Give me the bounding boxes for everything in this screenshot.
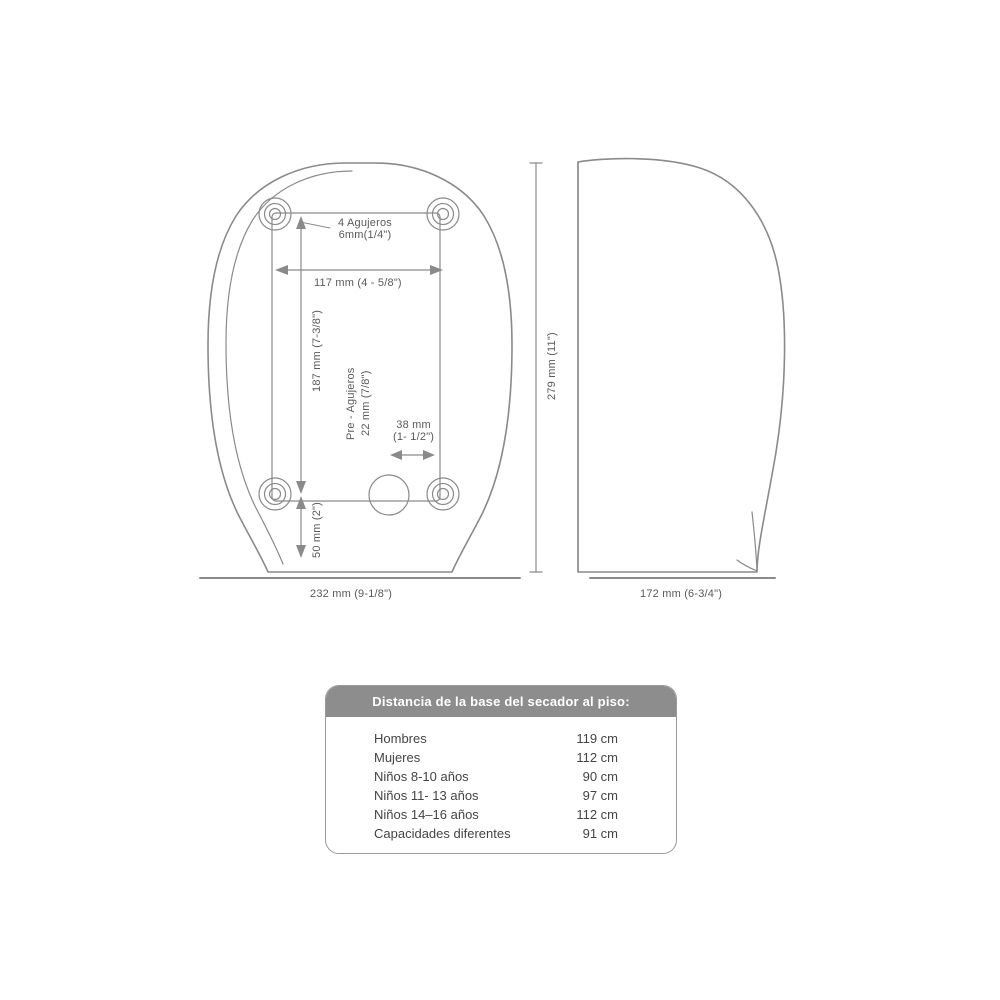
pre-hole-circle [369,475,409,515]
label-overall-width: 232 mm (9-1/8") [310,588,393,600]
table-cell-label: Niños 8-10 años [374,769,469,784]
label-pre-agujeros: Pre - Agujeros [345,367,357,440]
front-view-inner-contour [226,171,352,564]
mounting-hole-bottom-left [259,478,291,510]
label-38mm: 38 mm (1- 1/2") [393,419,435,443]
mounting-hole-bottom-right [427,478,459,510]
table-cell-value: 112 cm [576,750,618,765]
label-50mm: 50 mm (2") [311,501,323,558]
table-row [326,748,676,767]
table-body [326,717,676,853]
table-cell-label: Capacidades diferentes [374,826,511,841]
dim-279mm [530,163,542,572]
table-cell-label: Niños 11- 13 años [374,788,479,803]
label-117mm: 117 mm (4 - 5/8") [314,277,402,289]
table-cell-value: 112 cm [576,807,618,822]
label-overall-height: 279 mm (11") [546,332,558,400]
table-cell-label: Hombres [374,731,427,746]
side-view-front-lip [737,560,757,571]
side-view-nozzle [752,512,757,570]
side-view-outline [578,159,785,572]
table-header: Distancia de la base del secador al piso: [326,686,676,717]
table-row [326,767,676,786]
table-cell-value: 119 cm [576,731,618,746]
label-pre-agujeros-size: 22 mm (7/8") [360,370,372,436]
table-cell-value: 97 cm [582,788,618,803]
table-cell-value: 91 cm [582,826,618,841]
dim-117mm [275,265,443,275]
dim-50mm [296,496,306,558]
installation-height-table [325,685,677,854]
table-row [326,824,676,843]
mounting-hole-top-right [427,198,459,230]
table-row [326,729,676,748]
dim-38mm [390,450,435,460]
mounting-hole-top-left [259,198,291,230]
table-cell-label: Niños 14–16 años [374,807,479,822]
label-overall-depth: 172 mm (6-3/4") [640,588,723,600]
label-187mm: 187 mm (7-3/8") [311,309,323,392]
table-cell-value: 90 cm [582,769,618,784]
table-row [326,805,676,824]
table-row [326,786,676,805]
mounting-plate-rect [272,213,440,501]
table-cell-label: Mujeres [374,750,421,765]
label-4-agujeros: 4 Agujeros 6mm(1/4") [338,217,392,241]
dim-187mm [296,216,306,494]
